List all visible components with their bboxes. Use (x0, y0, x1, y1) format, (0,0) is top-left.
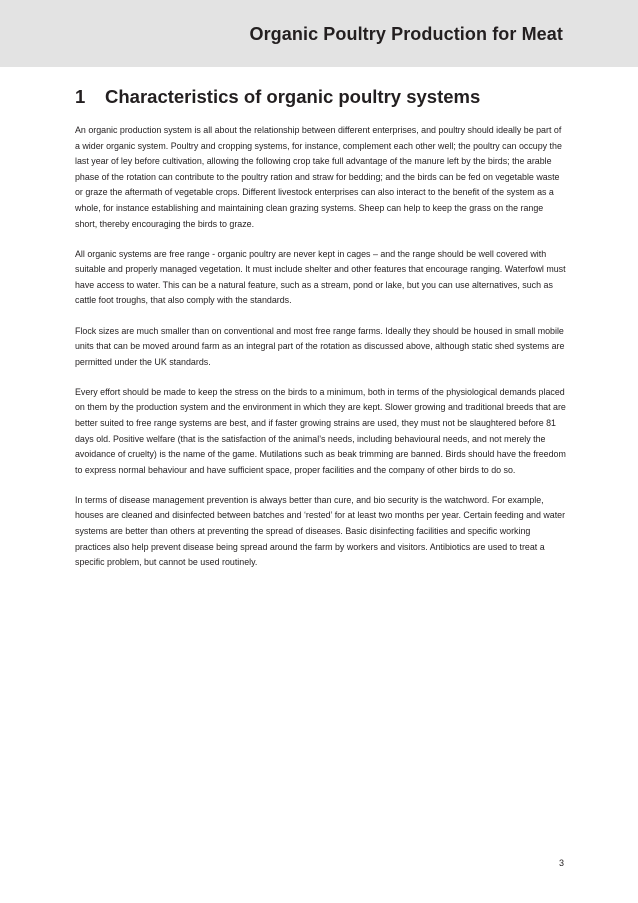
paragraph-integration: An organic production system is all about the relationship between different enterprises, and poultry should ideally be part of a wider organic system. Poultry and cropping systems, for instance, complement each other well; the poultry can occupy the last year of ley before cultivation, allowing the following crop take full advantage of the manure left by the birds; the arable phase of the rotation can contribute to the poultry ration and straw for bedding; and the birds can be fed on vegetable waste or graze the aftermath of vegetable crops. Different livestock enterprises can also interact to the benefit of the system as a whole, for instance establishing and maintaining clean grazing systems. Sheep can help to keep the grass on the range short, thereby encouraging the birds to graze. (75, 125, 562, 229)
page-header (0, 0, 638, 67)
section-title: Characteristics of organic poultry systems (105, 86, 481, 107)
paragraph-disease-management: In terms of disease management prevention is always better than cure, and bio security is the watchword. For example, houses are cleaned and disinfected between batches and ‘rested’ for at least two months per year. Certain feeding and water systems are better than others at preventing the spread of diseases. Basic disinfecting facilities and specific working practices also help prevent disease being spread around the farm by workers and visitors. Antibiotics are used to treat a specific problem, but cannot be used routinely. (75, 494, 566, 568)
page-number: 3 (558, 858, 564, 868)
body-text (75, 123, 566, 585)
paragraph-welfare: Every effort should be made to keep the stress on the birds to a minimum, both in terms of the physiological demands placed on them by the production system and the environment in which they are kept. Slower growing and traditional breeds that are better suited to free range systems are best, and if faster growing strains are used, they must not be slaughtered before 81 days old. Positive welfare (that is the satisfaction of the animal’s needs, including behavioural needs, and not merely the avoidance of cruelty) is the name of the game. Mutilations such as beak trimming are banned. Birds should have the freedom to express normal behaviour and have sufficient space, proper facilities and the company of other birds to do so. (75, 386, 566, 475)
paragraph-flock-size: Flock sizes are much smaller than on conventional and most free range farms. Ideally they should be housed in small mobile units that can be moved around farm as an integral part of the rotation as discussed above, although static shed systems are permitted under the UK standards. (75, 325, 565, 367)
header-title: Organic Poultry Production for Meat (249, 24, 563, 44)
section-heading (75, 86, 565, 108)
section-number: 1 (75, 86, 86, 107)
paragraph-free-range: All organic systems are free range - organic poultry are never kept in cages – and the range should be well covered with suitable and properly managed vegetation. It must include shelter and other features that encourage ranging. Waterfowl must have access to water. This can be a natural feature, such as a stream, pond or lake, but you can use alternatives, such as cattle foot troughs, that also comply with the standards. (75, 248, 566, 306)
